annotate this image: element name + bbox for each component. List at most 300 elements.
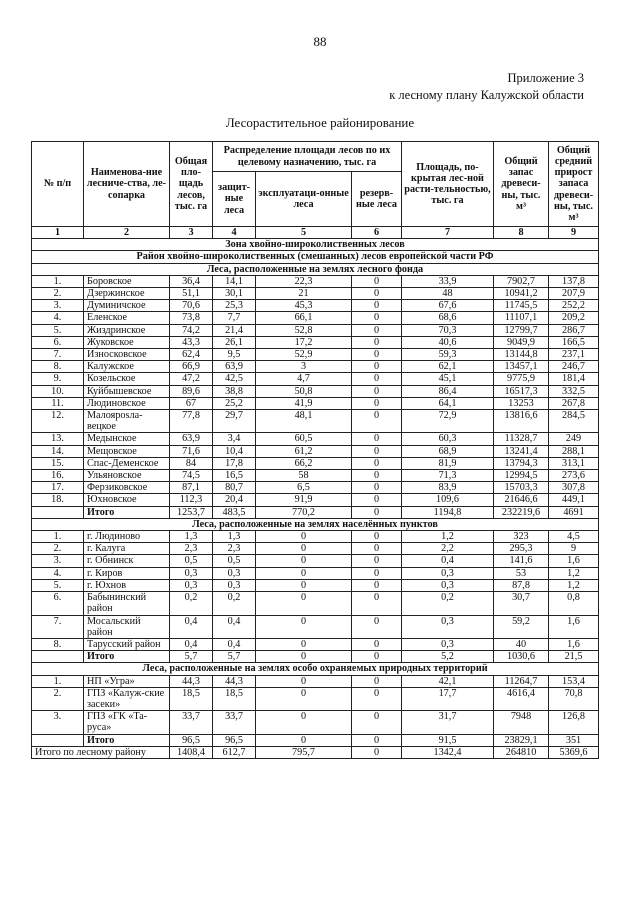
protective: 0,5 bbox=[213, 555, 256, 567]
total-area: 1408,4 bbox=[170, 746, 213, 758]
exploitation: 50,8 bbox=[256, 385, 352, 397]
exploitation: 48,1 bbox=[256, 410, 352, 433]
total-area: 0,4 bbox=[170, 638, 213, 650]
growth: 207,9 bbox=[549, 288, 599, 300]
forested-area: 31,7 bbox=[402, 711, 494, 734]
protective: 2,3 bbox=[213, 543, 256, 555]
growth: 166,5 bbox=[549, 336, 599, 348]
growth: 249 bbox=[549, 433, 599, 445]
row-name: Тарусский район bbox=[84, 638, 170, 650]
reserve: 0 bbox=[352, 324, 402, 336]
table-row bbox=[32, 555, 599, 567]
column-number: 7 bbox=[402, 227, 494, 239]
growth: 237,1 bbox=[549, 349, 599, 361]
forested-area: 2,2 bbox=[402, 543, 494, 555]
protective: 18,5 bbox=[213, 687, 256, 710]
stock: 13794,3 bbox=[494, 457, 549, 469]
exploitation: 58 bbox=[256, 470, 352, 482]
stock: 232219,6 bbox=[494, 506, 549, 518]
stock: 10941,2 bbox=[494, 288, 549, 300]
forested-area: 0,4 bbox=[402, 555, 494, 567]
forested-area: 64,1 bbox=[402, 397, 494, 409]
total-area: 0,2 bbox=[170, 592, 213, 615]
total-area: 1,3 bbox=[170, 531, 213, 543]
table-row bbox=[32, 349, 599, 361]
growth: 1,6 bbox=[549, 638, 599, 650]
reserve: 0 bbox=[352, 445, 402, 457]
grand-total-label: Итого по лесному району bbox=[32, 746, 170, 758]
stock: 16517,3 bbox=[494, 385, 549, 397]
appendix-line-1: Приложение 3 bbox=[507, 71, 584, 85]
growth: 9 bbox=[549, 543, 599, 555]
growth: 273,6 bbox=[549, 470, 599, 482]
table-row bbox=[32, 300, 599, 312]
row-name: Боровское bbox=[84, 275, 170, 287]
total-area: 67 bbox=[170, 397, 213, 409]
exploitation: 3 bbox=[256, 361, 352, 373]
row-number: 4. bbox=[32, 312, 84, 324]
forested-area: 0,3 bbox=[402, 615, 494, 638]
forested-area: 71,3 bbox=[402, 470, 494, 482]
appendix-note bbox=[389, 70, 584, 104]
row-number: 13. bbox=[32, 433, 84, 445]
protective: 21,4 bbox=[213, 324, 256, 336]
reserve: 0 bbox=[352, 397, 402, 409]
forested-area: 91,5 bbox=[402, 734, 494, 746]
growth: 4,5 bbox=[549, 531, 599, 543]
header-number: № п/п bbox=[32, 142, 84, 227]
growth: 1,2 bbox=[549, 579, 599, 591]
total-area: 0,4 bbox=[170, 615, 213, 638]
total-area: 47,2 bbox=[170, 373, 213, 385]
exploitation: 52,8 bbox=[256, 324, 352, 336]
row-number: 1. bbox=[32, 275, 84, 287]
column-number: 9 bbox=[549, 227, 599, 239]
total-area: 74,2 bbox=[170, 324, 213, 336]
stock: 53 bbox=[494, 567, 549, 579]
row-name: Жиздринское bbox=[84, 324, 170, 336]
total-label: Итого bbox=[84, 734, 170, 746]
reserve: 0 bbox=[352, 336, 402, 348]
growth: 286,7 bbox=[549, 324, 599, 336]
column-number: 3 bbox=[170, 227, 213, 239]
protective: 30,1 bbox=[213, 288, 256, 300]
stock: 264810 bbox=[494, 746, 549, 758]
stock: 1030,6 bbox=[494, 651, 549, 663]
protective: 20,4 bbox=[213, 494, 256, 506]
protective: 80,7 bbox=[213, 482, 256, 494]
row-name: ГПЗ «Калуж-ские засеки» bbox=[84, 687, 170, 710]
table-row bbox=[32, 592, 599, 615]
growth: 209,2 bbox=[549, 312, 599, 324]
row-name: г. Киров bbox=[84, 567, 170, 579]
exploitation: 0 bbox=[256, 734, 352, 746]
page-number: 88 bbox=[313, 34, 327, 49]
table-row bbox=[32, 638, 599, 650]
row-name: Медынское bbox=[84, 433, 170, 445]
growth: 126,8 bbox=[549, 711, 599, 734]
row-name: г. Обнинск bbox=[84, 555, 170, 567]
table-row bbox=[32, 324, 599, 336]
protective: 483,5 bbox=[213, 506, 256, 518]
forested-area: 0,3 bbox=[402, 567, 494, 579]
forested-area: 17,7 bbox=[402, 687, 494, 710]
region-title: Район хвойно-широколиственных (смешанных) лесов европейской части РФ bbox=[32, 251, 599, 263]
protective: 33,7 bbox=[213, 711, 256, 734]
header-distribution: Распределение площади лесов по их целевому назначению, тыс. га bbox=[213, 142, 402, 172]
exploitation: 0 bbox=[256, 651, 352, 663]
row-name: Мещовское bbox=[84, 445, 170, 457]
row-name: Бабынинский район bbox=[84, 592, 170, 615]
table-body bbox=[32, 227, 599, 759]
total-area: 0,5 bbox=[170, 555, 213, 567]
row-number: 8. bbox=[32, 361, 84, 373]
stock: 295,3 bbox=[494, 543, 549, 555]
growth: 288,1 bbox=[549, 445, 599, 457]
column-number-row bbox=[32, 227, 599, 239]
total-area: 73,8 bbox=[170, 312, 213, 324]
total-row bbox=[32, 651, 599, 663]
row-name: Малоярosла-вецкое bbox=[84, 410, 170, 433]
grand-total-row bbox=[32, 746, 599, 758]
header-stock: Общий запас древеси-ны, тыс. м³ bbox=[494, 142, 549, 227]
protective: 0,3 bbox=[213, 579, 256, 591]
exploitation: 0 bbox=[256, 531, 352, 543]
zone-title: Зона хвойно-широколиственных лесов bbox=[32, 239, 599, 251]
header-growth: Общий средний прирост запаса древеси-ны, тыс. м³ bbox=[549, 142, 599, 227]
growth: 351 bbox=[549, 734, 599, 746]
table-row bbox=[32, 457, 599, 469]
reserve: 0 bbox=[352, 410, 402, 433]
total-area: 5,7 bbox=[170, 651, 213, 663]
growth: 246,7 bbox=[549, 361, 599, 373]
exploitation: 770,2 bbox=[256, 506, 352, 518]
total-area: 36,4 bbox=[170, 275, 213, 287]
table-row bbox=[32, 288, 599, 300]
row-name: Юхновское bbox=[84, 494, 170, 506]
row-number: 6. bbox=[32, 336, 84, 348]
total-area: 44,3 bbox=[170, 675, 213, 687]
column-number: 8 bbox=[494, 227, 549, 239]
forested-area: 81,9 bbox=[402, 457, 494, 469]
column-number: 5 bbox=[256, 227, 352, 239]
total-area: 51,1 bbox=[170, 288, 213, 300]
reserve: 0 bbox=[352, 555, 402, 567]
column-number: 2 bbox=[84, 227, 170, 239]
region-row bbox=[32, 251, 599, 263]
protective: 10,4 bbox=[213, 445, 256, 457]
total-area: 96,5 bbox=[170, 734, 213, 746]
exploitation: 0 bbox=[256, 638, 352, 650]
exploitation: 0 bbox=[256, 567, 352, 579]
row-number: 8. bbox=[32, 638, 84, 650]
section-title: Леса, расположенные на землях населённых пунктов bbox=[32, 518, 599, 530]
total-area: 0,3 bbox=[170, 567, 213, 579]
header-protective: защит-ные леса bbox=[213, 172, 256, 227]
stock: 11107,1 bbox=[494, 312, 549, 324]
table-row bbox=[32, 445, 599, 457]
forested-area: 40,6 bbox=[402, 336, 494, 348]
row-name: Думиничское bbox=[84, 300, 170, 312]
table-row bbox=[32, 433, 599, 445]
reserve: 0 bbox=[352, 651, 402, 663]
reserve: 0 bbox=[352, 567, 402, 579]
stock: 13241,4 bbox=[494, 445, 549, 457]
header-forested-area: Площадь, по-крытая лес-ной расти-тельностью, тыс. га bbox=[402, 142, 494, 227]
appendix-line-2: к лесному плану Калужской области bbox=[389, 88, 584, 102]
stock: 13457,1 bbox=[494, 361, 549, 373]
growth: 153,4 bbox=[549, 675, 599, 687]
reserve: 0 bbox=[352, 734, 402, 746]
protective: 0,3 bbox=[213, 567, 256, 579]
growth: 332,5 bbox=[549, 385, 599, 397]
table-row bbox=[32, 579, 599, 591]
protective: 26,1 bbox=[213, 336, 256, 348]
protective: 0,2 bbox=[213, 592, 256, 615]
section-row bbox=[32, 518, 599, 530]
exploitation: 17,2 bbox=[256, 336, 352, 348]
reserve: 0 bbox=[352, 531, 402, 543]
total-row bbox=[32, 506, 599, 518]
reserve: 0 bbox=[352, 711, 402, 734]
growth: 313,1 bbox=[549, 457, 599, 469]
protective: 16,5 bbox=[213, 470, 256, 482]
forested-area: 48 bbox=[402, 288, 494, 300]
table-row bbox=[32, 361, 599, 373]
row-number: 3. bbox=[32, 555, 84, 567]
row-name: г. Калуга bbox=[84, 543, 170, 555]
table-row bbox=[32, 567, 599, 579]
row-number: 12. bbox=[32, 410, 84, 433]
row-number: 1. bbox=[32, 531, 84, 543]
protective: 9,5 bbox=[213, 349, 256, 361]
row-name: Дзержинское bbox=[84, 288, 170, 300]
stock: 13253 bbox=[494, 397, 549, 409]
total-area: 2,3 bbox=[170, 543, 213, 555]
protective: 25,2 bbox=[213, 397, 256, 409]
reserve: 0 bbox=[352, 300, 402, 312]
row-name: г. Юхнов bbox=[84, 579, 170, 591]
exploitation: 60,5 bbox=[256, 433, 352, 445]
exploitation: 0 bbox=[256, 592, 352, 615]
forested-area: 60,3 bbox=[402, 433, 494, 445]
row-name: Ферзиковское bbox=[84, 482, 170, 494]
column-number: 4 bbox=[213, 227, 256, 239]
total-area: 87,1 bbox=[170, 482, 213, 494]
exploitation: 66,1 bbox=[256, 312, 352, 324]
table-row bbox=[32, 410, 599, 433]
growth: 252,2 bbox=[549, 300, 599, 312]
stock: 23829,1 bbox=[494, 734, 549, 746]
total-area: 63,9 bbox=[170, 433, 213, 445]
row-name: Еленское bbox=[84, 312, 170, 324]
row-number: 9. bbox=[32, 373, 84, 385]
forested-area: 109,6 bbox=[402, 494, 494, 506]
forested-area: 1194,8 bbox=[402, 506, 494, 518]
reserve: 0 bbox=[352, 373, 402, 385]
protective: 17,8 bbox=[213, 457, 256, 469]
section-row bbox=[32, 263, 599, 275]
row-number: 4. bbox=[32, 567, 84, 579]
exploitation: 0 bbox=[256, 543, 352, 555]
stock: 30,7 bbox=[494, 592, 549, 615]
table-row bbox=[32, 711, 599, 734]
total-area: 1253,7 bbox=[170, 506, 213, 518]
table-row bbox=[32, 675, 599, 687]
total-area: 77,8 bbox=[170, 410, 213, 433]
header-reserve: резерв-ные леса bbox=[352, 172, 402, 227]
stock: 11264,7 bbox=[494, 675, 549, 687]
total-area: 112,3 bbox=[170, 494, 213, 506]
reserve: 0 bbox=[352, 592, 402, 615]
total-area: 62,4 bbox=[170, 349, 213, 361]
column-number: 1 bbox=[32, 227, 84, 239]
stock: 13816,6 bbox=[494, 410, 549, 433]
reserve: 0 bbox=[352, 494, 402, 506]
row-number bbox=[32, 734, 84, 746]
forested-area: 72,9 bbox=[402, 410, 494, 433]
exploitation: 0 bbox=[256, 555, 352, 567]
total-area: 66,9 bbox=[170, 361, 213, 373]
stock: 12994,5 bbox=[494, 470, 549, 482]
row-name: НП «Угра» bbox=[84, 675, 170, 687]
row-number: 6. bbox=[32, 592, 84, 615]
reserve: 0 bbox=[352, 482, 402, 494]
table-row bbox=[32, 470, 599, 482]
row-number: 2. bbox=[32, 288, 84, 300]
growth: 267,8 bbox=[549, 397, 599, 409]
protective: 96,5 bbox=[213, 734, 256, 746]
table-row bbox=[32, 531, 599, 543]
protective: 3,4 bbox=[213, 433, 256, 445]
protective: 14,1 bbox=[213, 275, 256, 287]
row-number: 1. bbox=[32, 675, 84, 687]
forested-area: 45,1 bbox=[402, 373, 494, 385]
header-total-area: Общая пло-щадь лесов, тыс. га bbox=[170, 142, 213, 227]
total-area: 33,7 bbox=[170, 711, 213, 734]
row-number: 17. bbox=[32, 482, 84, 494]
reserve: 0 bbox=[352, 615, 402, 638]
stock: 323 bbox=[494, 531, 549, 543]
row-number: 7. bbox=[32, 615, 84, 638]
protective: 7,7 bbox=[213, 312, 256, 324]
row-number: 15. bbox=[32, 457, 84, 469]
total-area: 0,3 bbox=[170, 579, 213, 591]
exploitation: 66,2 bbox=[256, 457, 352, 469]
table-row bbox=[32, 615, 599, 638]
growth: 284,5 bbox=[549, 410, 599, 433]
row-number: 16. bbox=[32, 470, 84, 482]
row-number bbox=[32, 651, 84, 663]
forested-area: 70,3 bbox=[402, 324, 494, 336]
row-number: 18. bbox=[32, 494, 84, 506]
table-row bbox=[32, 312, 599, 324]
reserve: 0 bbox=[352, 288, 402, 300]
stock: 87,8 bbox=[494, 579, 549, 591]
row-name: Износковское bbox=[84, 349, 170, 361]
protective: 63,9 bbox=[213, 361, 256, 373]
exploitation: 52,9 bbox=[256, 349, 352, 361]
protective: 38,8 bbox=[213, 385, 256, 397]
row-number: 14. bbox=[32, 445, 84, 457]
row-number: 5. bbox=[32, 579, 84, 591]
section-title: Леса, расположенные на землях особо охраняемых природных территорий bbox=[32, 663, 599, 675]
table-row bbox=[32, 336, 599, 348]
table-row bbox=[32, 397, 599, 409]
row-name: Жуковское bbox=[84, 336, 170, 348]
reserve: 0 bbox=[352, 746, 402, 758]
reserve: 0 bbox=[352, 579, 402, 591]
protective: 0,4 bbox=[213, 638, 256, 650]
stock: 59,2 bbox=[494, 615, 549, 638]
total-label: Итого bbox=[84, 506, 170, 518]
stock: 7902,7 bbox=[494, 275, 549, 287]
stock: 11745,5 bbox=[494, 300, 549, 312]
protective: 612,7 bbox=[213, 746, 256, 758]
forested-area: 1,2 bbox=[402, 531, 494, 543]
stock: 12799,7 bbox=[494, 324, 549, 336]
forested-area: 62,1 bbox=[402, 361, 494, 373]
row-name: Куйбышевское bbox=[84, 385, 170, 397]
forested-area: 42,1 bbox=[402, 675, 494, 687]
section-title: Леса, расположенные на землях лесного фонда bbox=[32, 263, 599, 275]
reserve: 0 bbox=[352, 687, 402, 710]
growth: 1,6 bbox=[549, 555, 599, 567]
zone-row bbox=[32, 239, 599, 251]
growth: 5369,6 bbox=[549, 746, 599, 758]
forested-area: 83,9 bbox=[402, 482, 494, 494]
section-row bbox=[32, 663, 599, 675]
table-row bbox=[32, 687, 599, 710]
growth: 0,8 bbox=[549, 592, 599, 615]
row-name: Спас-Деменское bbox=[84, 457, 170, 469]
exploitation: 41,9 bbox=[256, 397, 352, 409]
stock: 7948 bbox=[494, 711, 549, 734]
total-row bbox=[32, 734, 599, 746]
stock: 141,6 bbox=[494, 555, 549, 567]
protective: 1,3 bbox=[213, 531, 256, 543]
exploitation: 0 bbox=[256, 579, 352, 591]
total-area: 71,6 bbox=[170, 445, 213, 457]
exploitation: 22,3 bbox=[256, 275, 352, 287]
forested-area: 1342,4 bbox=[402, 746, 494, 758]
growth: 4691 bbox=[549, 506, 599, 518]
header-name: Наименова-ние лесниче-ства, ле-сопарка bbox=[84, 142, 170, 227]
protective: 5,7 bbox=[213, 651, 256, 663]
row-number: 11. bbox=[32, 397, 84, 409]
total-area: 89,6 bbox=[170, 385, 213, 397]
table-row bbox=[32, 482, 599, 494]
row-name: Мосальский район bbox=[84, 615, 170, 638]
forested-area: 59,3 bbox=[402, 349, 494, 361]
column-number: 6 bbox=[352, 227, 402, 239]
row-number: 2. bbox=[32, 687, 84, 710]
stock: 21646,6 bbox=[494, 494, 549, 506]
row-name: Людиновское bbox=[84, 397, 170, 409]
stock: 13144,8 bbox=[494, 349, 549, 361]
stock: 40 bbox=[494, 638, 549, 650]
row-number: 7. bbox=[32, 349, 84, 361]
stock: 15703,3 bbox=[494, 482, 549, 494]
reserve: 0 bbox=[352, 361, 402, 373]
stock: 9775,9 bbox=[494, 373, 549, 385]
row-number: 3. bbox=[32, 300, 84, 312]
growth: 137,8 bbox=[549, 275, 599, 287]
forested-area: 67,6 bbox=[402, 300, 494, 312]
total-area: 43,3 bbox=[170, 336, 213, 348]
document-title: Лесорастительное районирование bbox=[225, 115, 415, 130]
table-row bbox=[32, 494, 599, 506]
